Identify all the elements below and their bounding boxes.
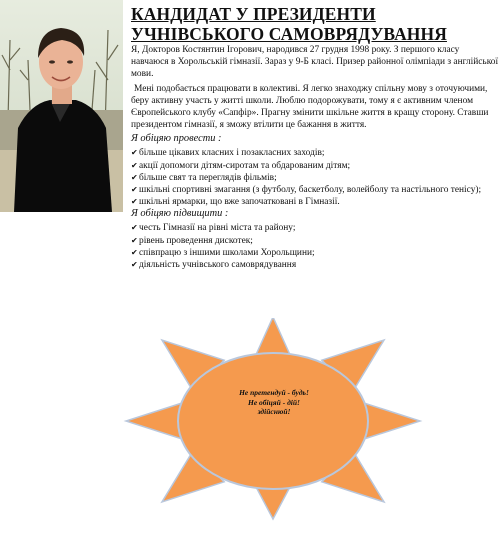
checkmark-icon: ✔ bbox=[131, 235, 138, 245]
list-item: ✔ діяльність учнівського самоврядування bbox=[131, 260, 297, 271]
promises-list bbox=[131, 147, 499, 208]
motto-line-1: Не претендуй - будь! bbox=[239, 388, 309, 397]
checkmark-icon: ✔ bbox=[131, 160, 138, 170]
checkmark-icon: ✔ bbox=[131, 185, 138, 195]
sun-ray bbox=[126, 403, 182, 439]
bio-paragraph-1: Я, Докторов Костянтин Ігорович, народився 27 грудня 1998 року. З першого класу навчаюся в Хорольській гімназії. Зараз у 9-Б класі. Призер районної олімпіади з англійської мови. bbox=[131, 45, 499, 80]
sun-ray bbox=[364, 403, 420, 439]
checkmark-icon: ✔ bbox=[131, 260, 138, 270]
candidate-photo bbox=[0, 0, 123, 212]
candidate-text bbox=[131, 44, 499, 271]
page-title: КАНДИДАТ У ПРЕЗИДЕНТИ УЧНІВСЬКОГО САМОВРЯДУВАННЯ bbox=[131, 4, 447, 44]
sun-ray bbox=[255, 318, 291, 357]
checkmark-icon: ✔ bbox=[131, 172, 138, 182]
motto-line-2: Не обіцяй - дій! bbox=[248, 397, 300, 407]
checkmark-icon: ✔ bbox=[131, 223, 138, 233]
motto-line-3: здійснюй! bbox=[257, 407, 291, 416]
list-item: ✔ шкільні ярмарки, що вже започатковані в Гімназії. bbox=[131, 197, 340, 208]
bio-paragraph-2: Мені подобається працювати в колективі. Я легко знаходжу спільну мову з оточуючими, беру активну участь у житті школи. Люблю подорожувати, тому я є активним членом Європейського клубу «Сапфір». Прагну змінити шкільне життя в кращу сторону. Ставши президентом гімназії, я зможу втілити це бажання в життя. bbox=[131, 83, 489, 131]
list-item: ✔ більше цікавих класних і позакласних заходів; bbox=[131, 148, 325, 159]
improvements-heading: Я обіцяю підвищити : bbox=[131, 208, 229, 220]
list-item: ✔ честь Гімназії на рівні міста та району; bbox=[131, 223, 296, 234]
sun-ray bbox=[255, 485, 291, 519]
promises-heading: Я обіцяю провести : bbox=[131, 133, 222, 145]
list-item: ✔ шкільні спортивні змагання (з футболу, баскетболу, волейболу та настільного тенісу); bbox=[131, 185, 482, 196]
checkmark-icon: ✔ bbox=[131, 148, 138, 158]
list-item: ✔ співпрацю з іншими школами Хорольщини; bbox=[131, 247, 315, 258]
sun-shape bbox=[118, 318, 428, 538]
list-item: ✔ акції допомоги дітям-сиротам та обдарованим дітям; bbox=[131, 160, 351, 171]
list-item: ✔ більше свят та переглядів фільмів; bbox=[131, 172, 277, 183]
checkmark-icon: ✔ bbox=[131, 247, 138, 257]
improvements-list bbox=[131, 222, 499, 271]
list-item: ✔ рівень проведення дискотек; bbox=[131, 235, 253, 246]
motto-text bbox=[226, 388, 322, 417]
checkmark-icon: ✔ bbox=[131, 197, 138, 207]
